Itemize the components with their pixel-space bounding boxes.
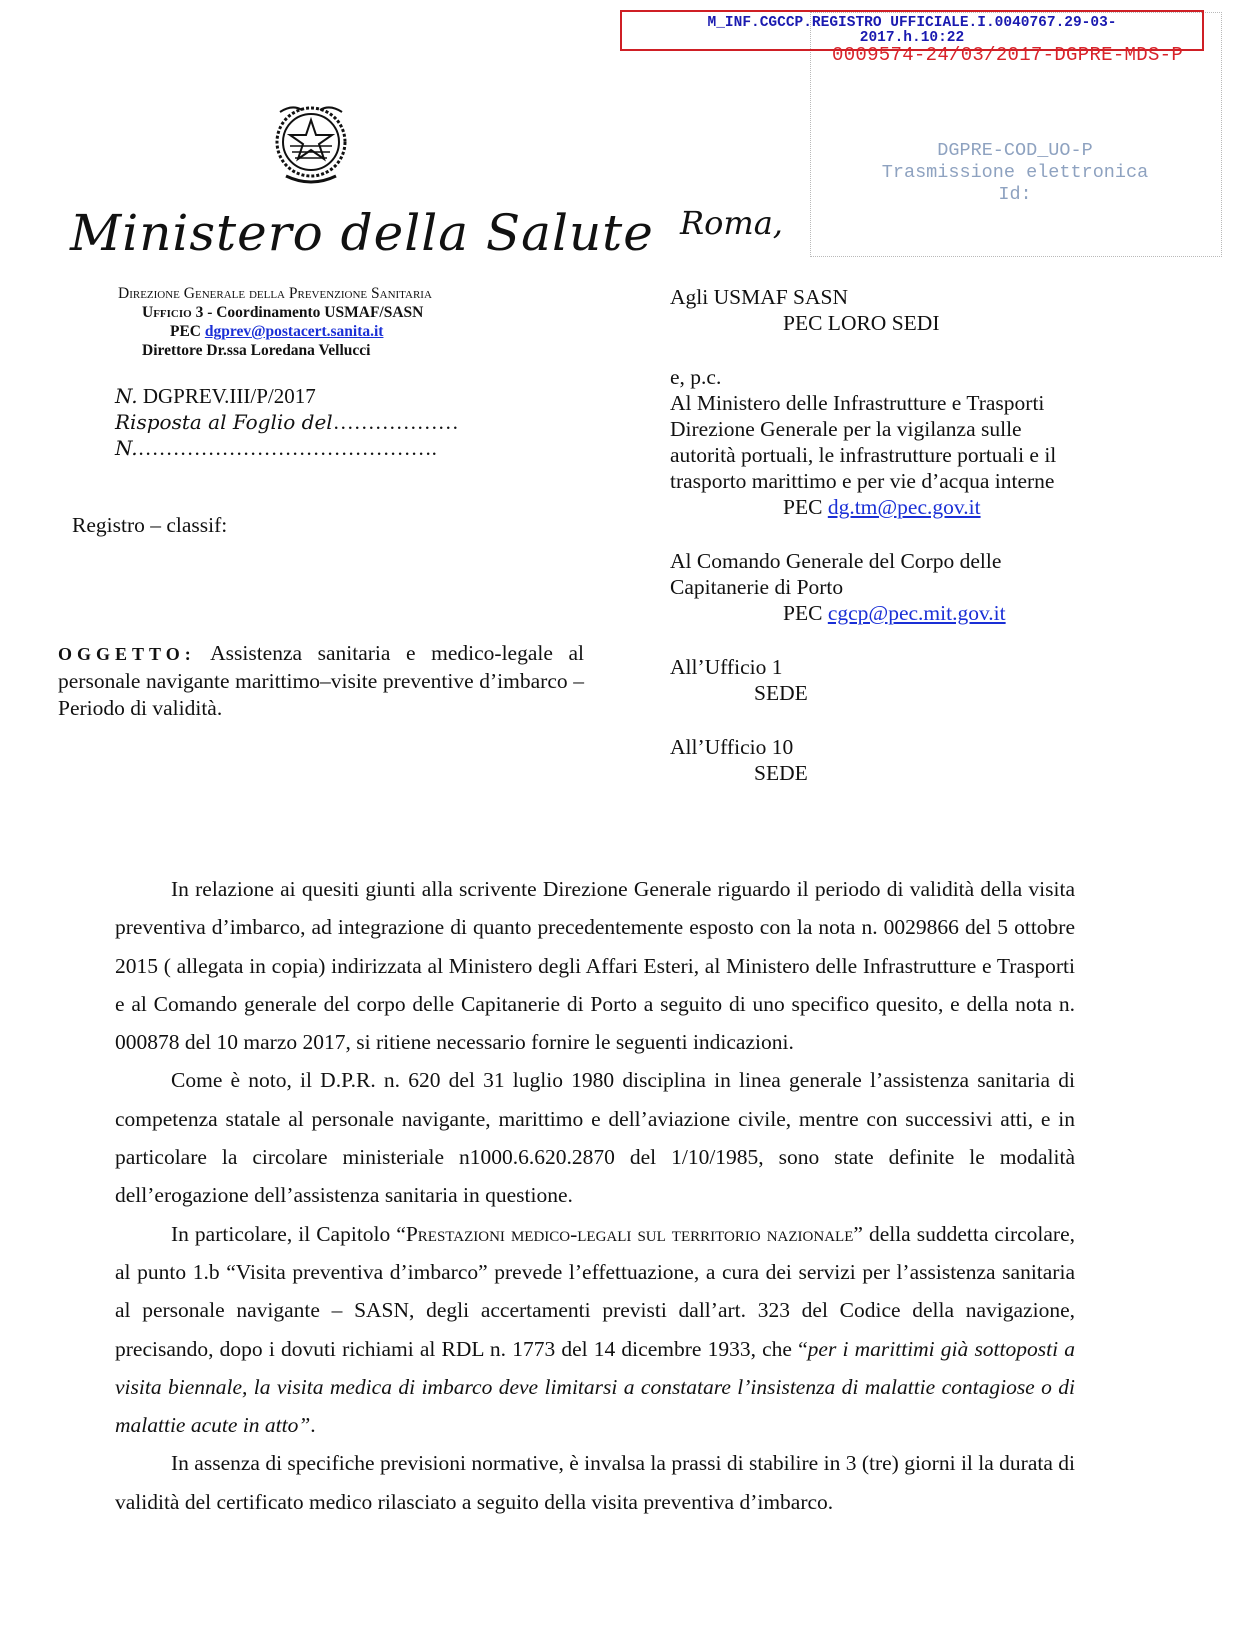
transmission-code: DGPRE-COD_UO-P	[937, 140, 1093, 161]
cc-mit-line: Al Ministero delle Infrastrutture e Trasporti	[670, 391, 1045, 415]
body-paragraph-1: In relazione ai quesiti giunti alla scrivente Direzione Generale riguardo il periodo di validità della visita preventiva d’imbarco, ad integrazione di quanto precedentemente esposto con la nota n. 0029866 del 5 ottobre 2015 ( allegata in copia) indirizzata al Ministero degli Affari Esteri, al Ministero delle Infrastrutture e Trasporti e al Comando generale del corpo delle Capitanerie di Porto a seguito di uno specifico quesito, e della nota n. 000878 del 10 marzo 2017, si ritiene necessario fornire le seguenti indicazioni.	[115, 877, 1075, 1055]
ufficio-1-name: All’Ufficio 1	[670, 655, 783, 679]
italian-republic-emblem-icon	[272, 102, 350, 188]
body-paragraph-3	[115, 1215, 1075, 1445]
cc-cgcp-line: Al Comando Generale del Corpo delle	[670, 549, 1002, 573]
office-name: - Coordinamento USMAF/SASN	[203, 304, 424, 321]
transmission-stamp	[845, 140, 1185, 206]
transmission-id: Id:	[998, 184, 1032, 205]
registry-stamp-line1: M_INF.CGCCP.REGISTRO UFFICIALE.I.0040767.29-03-	[707, 15, 1117, 31]
letter-body	[115, 870, 1075, 1521]
cc-cgcp-line: Capitanerie di Porto	[670, 575, 844, 599]
body-paragraph-2: Come è noto, il D.P.R. n. 620 del 31 luglio 1980 disciplina in linea generale l’assistenza sanitaria di competenza statale al personale navigante, marittimo e dell’aviazione civile, mentre con successivi atti, e in particolare la circolare ministeriale n1000.6.620.2870 del 1/10/1985, sono state definite le modalità dell’erogazione dell’assistenza sanitaria in questione.	[115, 1068, 1075, 1208]
pec-label: PEC	[170, 323, 201, 340]
pec-label: PEC	[783, 601, 823, 625]
n-label: N.	[115, 384, 138, 408]
ufficio-10-delivery: SEDE	[754, 761, 808, 785]
circular-quote: per i marittimi già sottoposti a visita biennale, la visita medica di imbarco deve limitarsi a constatare l’insistenza di malattie contagiose o di malattie acute in atto”	[115, 1336, 1075, 1438]
director: Direttore Dr.ssa Loredana Vellucci	[142, 342, 371, 359]
n2-dots: …………………………………….	[137, 436, 437, 460]
body-paragraph-4: In assenza di specifiche previsioni normative, è invalsa la prassi di stabilire in 3 (tre) giorni il la durata di validità del certificato medico rilasciato a seguito della visita preventiva d’imbarco.	[115, 1451, 1075, 1514]
pec-label: PEC	[783, 495, 823, 519]
reply-number-line	[115, 435, 459, 461]
cc-recipient-mit	[670, 390, 1150, 520]
registry-stamp-line2: 2017.h.10:22	[859, 30, 965, 46]
subject-label: OGGETTO:	[58, 644, 196, 664]
cc-mit-pec	[670, 494, 1150, 520]
subject-text: Assistenza sanitaria e medico-legale al personale navigante marittimo–visite preventive d’imbarco – Periodo di validità.	[58, 641, 584, 720]
office-line	[118, 303, 432, 322]
department-name: Direzione Generale della Prevenzione Sanitaria	[118, 285, 432, 302]
pec-line	[118, 322, 432, 341]
registro-classif: Registro – classif:	[72, 513, 228, 537]
cc-cgcp-pec	[670, 600, 1150, 626]
p3-text: ” della suddetta circolare, al punto 1.b “Visita preventiva d’imbarco” prevede l’effettuazione, a cura dei servizi per l’assistenza sanitaria al personale navigante – SASN, degli accertamenti previsti dall’art. 323 del Codice della navigazione, precisando, dopo i dovuti richiami al RDL n. 1773 del 14 dicembre 1933, che “	[115, 1221, 1075, 1361]
recipients-block	[670, 284, 1150, 786]
ufficio-1-delivery: SEDE	[754, 681, 808, 705]
place-label: Roma,	[680, 204, 783, 242]
reply-dots: ………………	[332, 410, 459, 434]
cc-cgcp-email-link[interactable]: cgcp@pec.mit.gov.it	[827, 601, 1006, 625]
n2-label: N.	[115, 436, 138, 460]
reply-line	[115, 409, 459, 435]
department-block	[118, 284, 432, 360]
recipient-ufficio-1	[670, 654, 1150, 706]
recipient-primary-delivery: PEC LORO SEDI	[783, 311, 940, 335]
ministry-title: Ministero della Salute	[70, 204, 654, 262]
cc-mit-line: autorità portuali, le infrastrutture portuali e il	[670, 443, 1057, 467]
recipient-primary-name: Agli USMAF SASN	[670, 285, 849, 309]
office-prefix: Ufficio 3	[142, 304, 204, 321]
cc-recipient-cgcp	[670, 548, 1150, 626]
p3-text: In particolare, il Capitolo “	[171, 1221, 406, 1246]
chapter-title: Prestazioni medico-legali sul territorio nazionale	[405, 1221, 854, 1246]
cc-mit-line: Direzione Generale per la vigilanza sulle	[670, 417, 1022, 441]
cc-mit-email-link[interactable]: dg.tm@pec.gov.it	[827, 495, 981, 519]
cc-mit-line: trasporto marittimo e per vie d’acqua interne	[670, 469, 1055, 493]
p3-text: .	[310, 1413, 316, 1438]
protocol-block	[115, 383, 459, 461]
transmission-mode: Trasmissione elettronica	[881, 162, 1149, 183]
protocol-number: 0009574-24/03/2017-DGPRE-MDS-P	[832, 44, 1184, 66]
protocol-number-line	[115, 383, 459, 409]
reply-label: Risposta al Foglio del	[115, 410, 333, 434]
ufficio-10-name: All’Ufficio 10	[670, 735, 794, 759]
n-value: DGPREV.III/P/2017	[142, 384, 316, 408]
pec-email-link[interactable]: dgprev@postacert.sanita.it	[204, 323, 384, 340]
cc-label: e, p.c.	[670, 365, 722, 389]
recipient-ufficio-10	[670, 734, 1150, 786]
subject-block	[58, 640, 584, 722]
